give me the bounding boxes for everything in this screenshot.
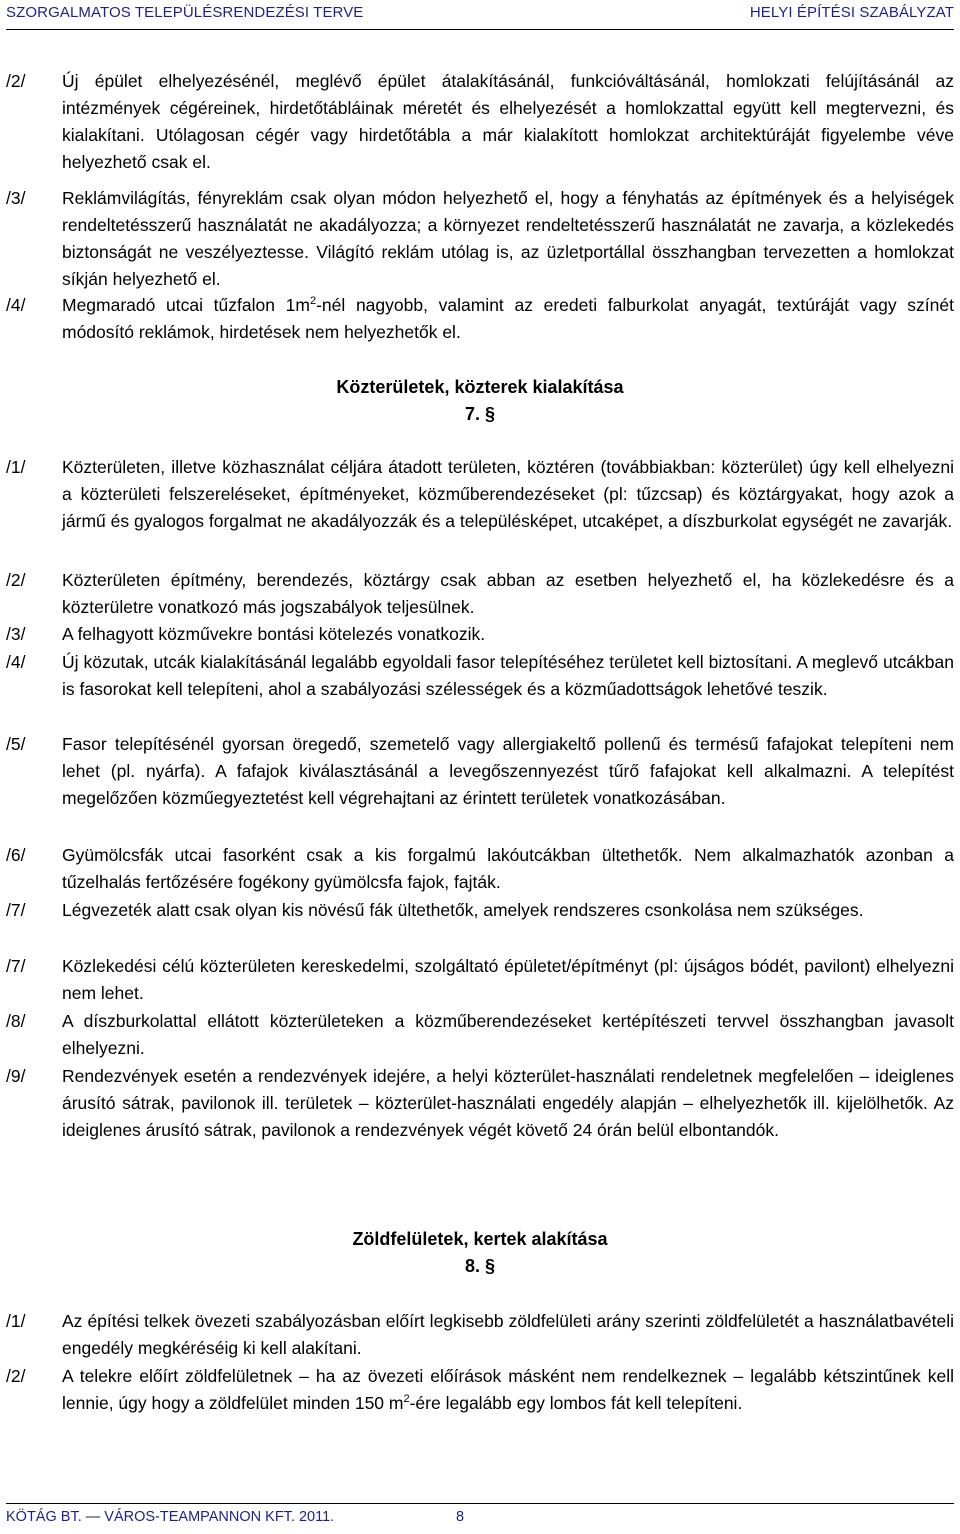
paragraph-number: /7/ xyxy=(6,900,26,920)
paragraph-6-3 xyxy=(6,185,954,293)
paragraph-number: /5/ xyxy=(6,734,26,754)
paragraph-number: /4/ xyxy=(6,295,26,315)
paragraph-text: A díszburkolattal ellátott közterületeken a közműberendezéseket kertépítészeti tervvel összhangban javasolt elhelyezni. xyxy=(62,1011,954,1058)
section-number: 7. § xyxy=(464,404,496,424)
paragraph-8-2 xyxy=(6,1363,954,1417)
section-number: 8. § xyxy=(464,1256,496,1276)
paragraph-text: Légvezeték alatt csak olyan kis növésű fák ültethetők, amelyek rendszeres csonkolása nem szükséges. xyxy=(62,900,864,920)
section-title: Zöldfelületek, kertek alakítása xyxy=(352,1229,608,1249)
paragraph-text: Reklámvilágítás, fényreklám csak olyan módon helyezhető el, hogy a fényhatás az építmények és a helyiségek rendeltetésszerű használatát ne akadályozza; a környezet rendeltetésszerű használatát ne zavarja, a közlekedés biztonságát ne veszélyeztesse. Világító reklám utólag is, az üzletportállal összhangban tervezetten a homlokzat síkján helyezhető el. xyxy=(62,188,954,289)
paragraph-text: Rendezvények esetén a rendezvények idejére, a helyi közterület-használati rendeletnek megfelelően – ideiglenes árusító sátrak, pavilonok ill. területek – közterület-használati engedély alapján – elhelyezhetők ill. kijelölhetők. Az ideiglenes árusító sátrak, pavilonok a rendezvények végét követő 24 órán belül elbontandók. xyxy=(62,1066,954,1140)
paragraph-text: A felhagyott közművekre bontási kötelezés vonatkozik. xyxy=(62,624,486,644)
paragraph-7-3 xyxy=(6,621,954,648)
section-8-heading xyxy=(0,1226,960,1280)
paragraph-7-7b xyxy=(6,953,954,1007)
paragraph-7-6 xyxy=(6,842,954,896)
footer-rule xyxy=(6,1503,954,1504)
paragraph-6-2 xyxy=(6,68,954,176)
paragraph-7-4 xyxy=(6,649,954,703)
footer-organization: KÖTÁG BT. — VÁROS-TEAMPANNON KFT. 2011. xyxy=(6,1509,335,1525)
paragraph-number: /7/ xyxy=(6,956,26,976)
paragraph-number: /3/ xyxy=(6,188,26,208)
section-7-heading xyxy=(0,374,960,428)
paragraph-number: /2/ xyxy=(6,1366,26,1386)
paragraph-number: /1/ xyxy=(6,457,26,477)
header-left: SZORGALMATOS TELEPÜLÉSRENDEZÉSI TERVE xyxy=(6,4,364,21)
paragraph-text: Fasor telepítésénél gyorsan öregedő, szemetelő vagy allergiakeltő pollenű és termésű fafajokat telepíteni nem lehet (pl. nyárfa). A fafajok kiválasztásánál a levegőszennyezést tűrő fafajokat kell alkalmazni. A telepítést megelőzően közműegyeztetést kell végrehajtani az érintett területek vonatkozásában. xyxy=(62,734,954,808)
paragraph-7-5 xyxy=(6,731,954,812)
paragraph-number: /4/ xyxy=(6,652,26,672)
paragraph-6-4 xyxy=(6,292,954,346)
paragraph-text: Az építési telkek övezeti szabályozásban előírt legkisebb zöldfelületi arány szerinti zöldfelületét a használatbavételi engedély megkéréséig ki kell alakítani. xyxy=(62,1311,954,1358)
paragraph-number: /1/ xyxy=(6,1311,26,1331)
paragraph-number: /6/ xyxy=(6,845,26,865)
paragraph-7-9 xyxy=(6,1063,954,1144)
header-right: HELYI ÉPÍTÉSI SZABÁLYZAT xyxy=(749,4,954,21)
paragraph-7-8 xyxy=(6,1008,954,1062)
paragraph-text: Közterületen építmény, berendezés, köztárgy csak abban az esetben helyezhető el, ha közlekedésre és a közterületre vonatkozó más jogszabályok teljesülnek. xyxy=(62,570,954,617)
page-header xyxy=(6,4,954,26)
paragraph-text: Megmaradó utcai tűzfalon $1m^2$-nél nagyobb, valamint az eredeti falburkolat anyagát, textúráját vagy színét módosító reklámok, hirdetések nem helyezhetők el. xyxy=(62,295,954,342)
paragraph-text: Közterületen, illetve közhasználat céljára átadott területen, köztéren (továbbiakban: közterület) úgy kell elhelyezni a közterületi felszereléseket, építményeket, közműberendezéseket (pl: tűzcsap) és köztárgyakat, hogy azok a jármű és gyalogos forgalmat ne akadályozzák és a településképet, utcaképet, a díszburkolat egységét ne zavarják. xyxy=(62,457,954,531)
paragraph-7-1 xyxy=(6,454,954,535)
page-footer xyxy=(6,1509,954,1529)
paragraph-number: /2/ xyxy=(6,71,26,91)
paragraph-text: Új közutak, utcák kialakításánál legalább egyoldali fasor telepítéséhez területet kell biztosítani. A meglevő utcákban is fasorokat kell telepíteni, ahol a szabályozási szélességek és a közműadottságok lehetővé teszik. xyxy=(62,652,954,699)
header-rule xyxy=(6,29,954,30)
paragraph-number: /9/ xyxy=(6,1066,26,1086)
paragraph-7-2 xyxy=(6,567,954,621)
paragraph-number: /8/ xyxy=(6,1011,26,1031)
section-title: Közterületek, közterek kialakítása xyxy=(336,377,624,397)
page-number: 8 xyxy=(456,1509,465,1525)
paragraph-text: Új épület elhelyezésénél, meglévő épület átalakításánál, funkcióváltásánál, homlokzati felújításánál az intézmények cégéreinek, hirdetőtábláinak méretét és elhelyezését a homlokzattal együtt kell megtervezni, és kialakítani. Utólagosan cégér vagy hirdetőtábla a már kialakított homlokzat architektúráját figyelembe véve helyezhető csak el. xyxy=(62,71,954,172)
paragraph-8-1 xyxy=(6,1308,954,1362)
paragraph-7-7a xyxy=(6,897,954,924)
paragraph-text: A telekre előírt zöldfelületnek – ha az övezeti előírások másként nem rendelkeznek – legalább kétszintűnek kell lennie, úgy hogy a zöldfelület minden 150 $m^2$-ére legalább egy lombos fát kell telepíteni. xyxy=(62,1366,954,1413)
paragraph-text: Gyümölcsfák utcai fasorként csak a kis forgalmú lakóutcákban ültethetők. Nem alkalmazhatók azonban a tűzelhalás fertőzésére fogékony gyümölcsfa fajok, fajták. xyxy=(62,845,954,892)
paragraph-number: /2/ xyxy=(6,570,26,590)
paragraph-number: /3/ xyxy=(6,624,26,644)
paragraph-text: Közlekedési célú közterületen kereskedelmi, szolgáltató épületet/építményt (pl: újságos bódét, pavilont) elhelyezni nem lehet. xyxy=(62,956,954,1003)
